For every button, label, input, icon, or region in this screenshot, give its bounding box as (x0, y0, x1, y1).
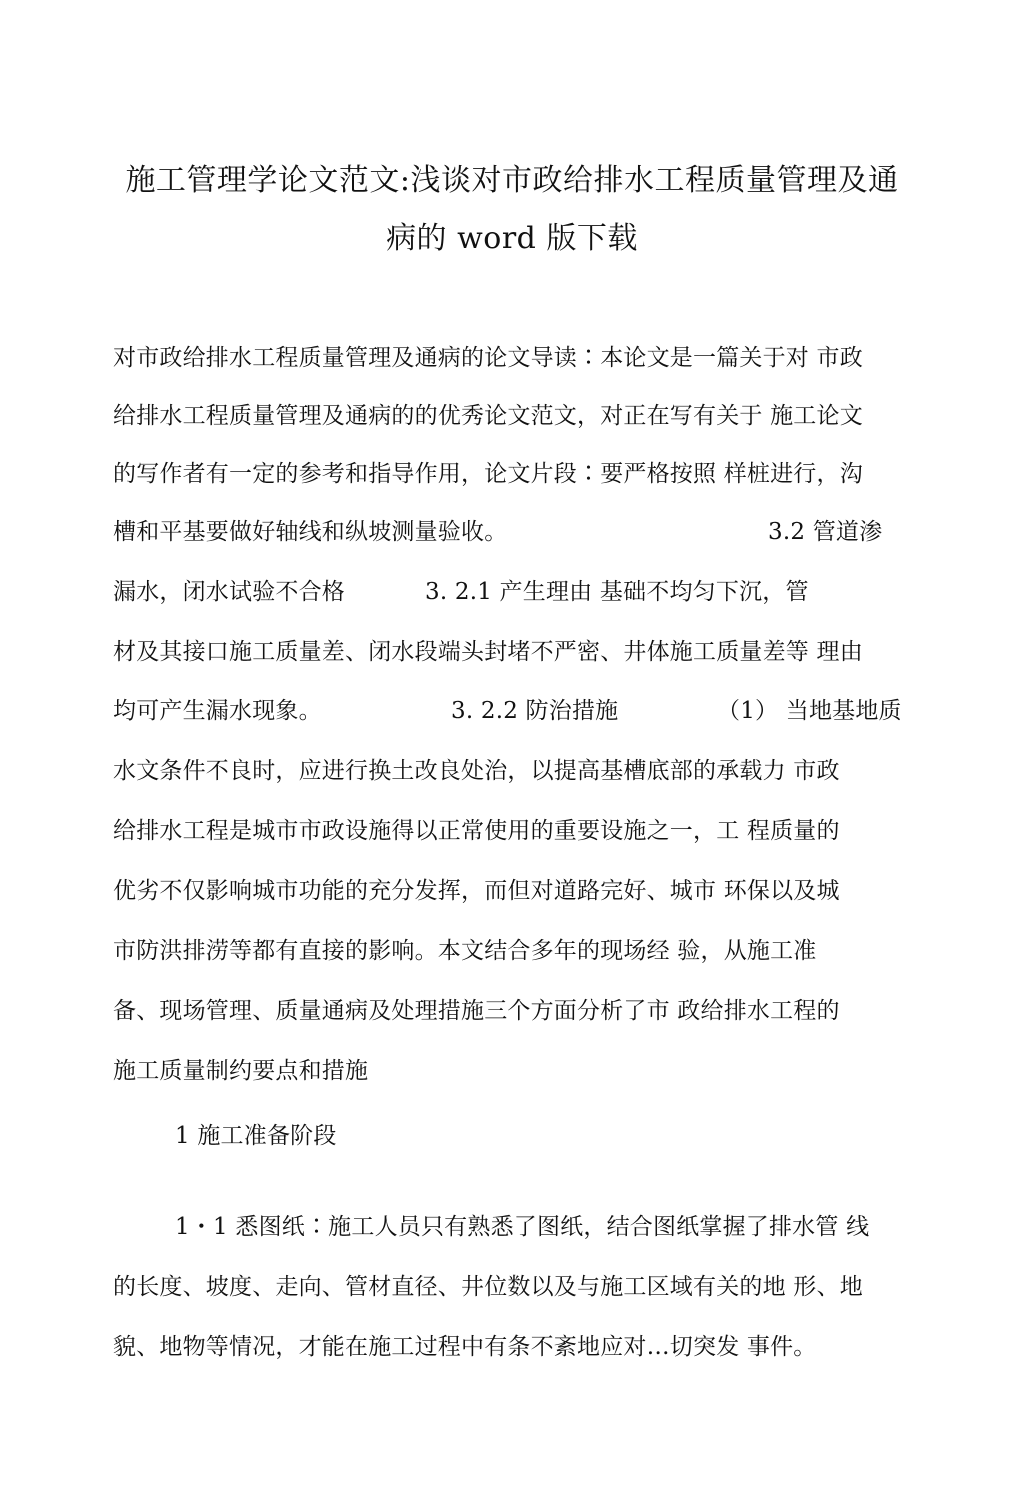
body-line: 3.2 管道渗 (768, 519, 883, 545)
body-line: 市防洪排涝等都有直接的影响。本文结合多年的现场经 验，从施工准 (113, 938, 817, 964)
body-line: 漏水，闭水试验不合格 (113, 579, 345, 605)
body-line: 均可产生漏水现象。 (113, 698, 322, 724)
body-line: 的长度、坡度、走向、管材直径、井位数以及与施工区域有关的地 形、地 (113, 1274, 863, 1300)
body-line: 3. 2.2 防治措施 (451, 698, 619, 724)
body-line: 备、现场管理、质量通病及处理措施三个方面分析了市 政给排水工程的 (113, 998, 840, 1024)
body-line: 给排水工程是城市市政设施得以正常使用的重要设施之一，工 程质量的 (113, 818, 840, 844)
document-title (100, 152, 924, 268)
body-line: 3. 2.1 产生理由 基础不均匀下沉，管 (425, 579, 809, 605)
title-line-1: 施工管理学论文范文:浅谈对市政给排水工程质量管理及通 (125, 163, 899, 198)
body-line: 槽和平基要做好轴线和纵坡测量验收。 (113, 519, 508, 545)
body-line: 1・1 悉图纸∶施工人员只有熟悉了图纸，结合图纸掌握了排水管 线 (175, 1214, 870, 1240)
body-line: 水文条件不良时，应进行换土改良处治，以提高基槽底部的承载力 市政 (113, 758, 840, 784)
section-heading: 1 施工准备阶段 (175, 1123, 337, 1149)
body-line: 貌、地物等情况，才能在施工过程中有条不紊地应对…切突发 事件。 (113, 1334, 817, 1360)
title-line-2: 病的 word 版下载 (386, 221, 638, 256)
body-line: 对市政给排水工程质量管理及通病的论文导读∶本论文是一篇关于对 市政 (113, 345, 863, 371)
body-line: 的写作者有一定的参考和指导作用，论文片段∶要严格按照 样桩进行，沟 (113, 461, 863, 487)
body-line: 给排水工程质量管理及通病的的优秀论文范文，对正在写有关于 施工论文 (113, 403, 863, 429)
body-line: 施工质量制约要点和措施 (113, 1058, 369, 1084)
body-line: （1） 当地基地质 (717, 698, 902, 724)
body-line: 材及其接口施工质量差、闭水段端头封堵不严密、井体施工质量差等 理由 (113, 639, 863, 665)
body-line: 优劣不仅影响城市功能的充分发挥，而但对道路完好、城市 环保以及城 (113, 878, 840, 904)
